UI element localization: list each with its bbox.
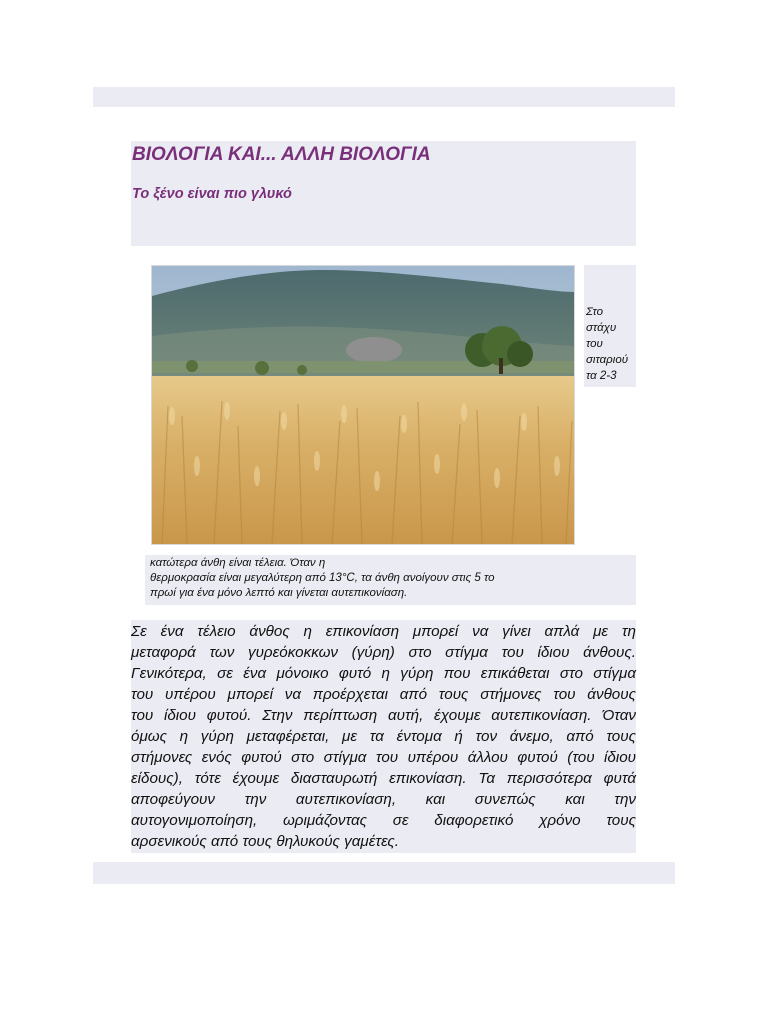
side-caption-line: τα 2-3	[586, 370, 617, 382]
side-caption-line: στάχυ	[586, 322, 617, 334]
side-caption-line: του	[586, 338, 603, 350]
caption-line: πρωί για ένα μόνο λεπτό και γίνεται αυτεπικονίαση.	[150, 587, 408, 599]
figure-caption	[145, 555, 636, 605]
side-caption	[584, 265, 636, 387]
body-line: αποφεύγουν την αυτεπικονίαση, και συνεπώς και την	[131, 791, 636, 808]
body-line: του ίδιου φυτού. Στην περίπτωση αυτή, έχουμε αυτεπικονίαση. Όταν	[131, 707, 636, 724]
body-line: του υπέρου μπορεί να προέρχεται από τους στήμονες του άνθους	[131, 686, 636, 703]
side-caption-line: σιταριού	[586, 354, 629, 366]
body-line: στήμονες ενός φυτού στο στίγμα του υπέρου άλλου φυτού (του ίδιου	[131, 749, 636, 766]
caption-line: κατώτερα άνθη είναι τέλεια. Όταν η	[150, 557, 326, 569]
header-panel	[131, 141, 636, 246]
body-text	[131, 620, 636, 853]
body-line: είδους), τότε έχουμε διασταυρωτή επικονίαση. Τα περισσότερα φυτά	[131, 770, 636, 787]
body-line: μεταφορά των γυρεόκοκκων (γύρη) στο στίγμα του ίδιου άνθους.	[131, 644, 636, 661]
page-subtitle: Το ξένο είναι πιο γλυκό	[132, 186, 292, 202]
body-line: αυτογονιμοποίηση, ωριμάζοντας σε διαφορετικό χρόνο τους	[131, 812, 636, 829]
top-band	[93, 87, 675, 107]
body-line: όμως η γύρη μεταφέρεται, με τα έντομα ή τον άνεμο, από τους	[131, 728, 636, 745]
side-caption-line: Στο	[586, 306, 604, 318]
body-line: Σε ένα τέλειο άνθος η επικονίαση μπορεί να γίνει απλά με τη	[131, 623, 636, 640]
page-title: ΒΙΟΛΟΓΙΑ ΚΑΙ... ΑΛΛΗ ΒΙΟΛΟΓΙΑ	[132, 144, 431, 165]
body-line: αρσενικούς από τους θηλυκούς γαμέτες.	[131, 833, 399, 850]
body-line: Γενικότερα, σε ένα μόνοικο φυτό η γύρη που επικάθεται στο στίγμα	[131, 665, 636, 682]
bottom-band	[93, 862, 675, 884]
caption-line: θερμοκρασία είναι μεγαλύτερη από 13°C, τα άνθη ανοίγουν στις 5 το	[150, 572, 495, 584]
wheat-field-photo	[151, 265, 575, 545]
